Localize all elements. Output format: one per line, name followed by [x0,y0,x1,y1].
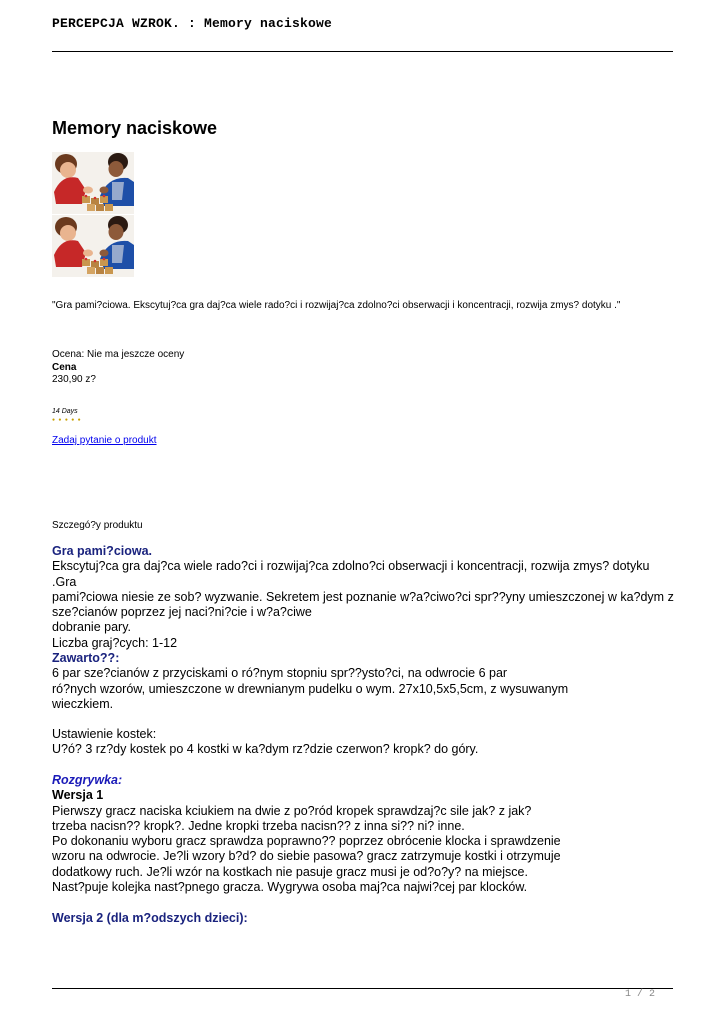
section-heading: Zawarto??: [52,651,120,665]
text-line: trzeba nacisn?? kropk?. Jedne kropki trzeba nacisn?? z inna si?? ni? inne. [52,818,465,833]
text-line: U?ó? 3 rz?dy kostek po 4 kostki w ka?dym rz?dzie czerwon? kropk? do góry. [52,742,479,757]
subsection-heading: Wersja 1 [52,788,104,803]
text-line: Pierwszy gracz naciska kciukiem na dwie z po?ród kropek sprawdzaj?c sile jak? z jak? [52,803,532,818]
text-line: pami?ciowa niesie ze sob? wyzwanie. Sekretem jest poznanie w?a?ciwo?ci spr??yny umieszczonej w ka?dym z [52,589,674,604]
text-line: dodatkowy ruch. Je?li wzór na kostkach nie pasuje gracz musi je od?o?y? na miejsce. [52,864,528,879]
section-gameplay [52,773,677,895]
brand-logo-dots-icon: ● ● ● ● ● [52,417,82,423]
price-value: 230,90 z? [52,374,96,385]
product-short-description: "Gra pami?ciowa. Ekscytuj?ca gra daj?ca wiele rado?ci i rozwijaj?ca zdolno?ci obserwacji i koncentracji, rozwija zmys? dotyku ." [52,300,621,311]
header-divider [52,51,673,52]
text-line: Nast?puje kolejka nast?pnego gracza. Wygrywa osoba maj?ca najwi?cej par klocków. [52,880,528,895]
text-line: Liczba graj?cych: 1-12 [52,635,178,650]
page-title: Memory naciskowe [52,118,218,138]
footer-divider [52,988,673,989]
section-setup [52,727,677,758]
text-line: Ekscytuj?ca gra daj?ca wiele rado?ci i rozwijaj?ca zdolno?ci obserwacji i koncentracji, rozwija zmys? dotyku .Gra [52,559,650,589]
text-line: wieczkiem. [52,696,114,711]
section-contents [52,651,677,712]
text-line: sze?cianów poprzez jej naci?ni?cie i w?a?ciwe [52,605,312,620]
text-line: Ustawienie kostek: [52,727,157,741]
product-photo-1[interactable] [52,152,134,214]
text-line: Po dokonaniu wyboru gracz sprawdza poprawno?? poprzez obrócenie klocka i sprawdzenie [52,834,561,849]
page-header: PERCEPCJA WZROK. : Memory naciskowe [52,16,333,31]
text-line: wzoru na odwrocie. Je?li wzory b?d? do siebie pasowa? gracz zatrzymuje kostki i otrzymuje [52,849,561,864]
rating-text: Ocena: Nie ma jeszcze oceny [52,349,185,360]
section-heading: Gra pami?ciowa. [52,544,153,558]
brand-logo: 14 Days [52,408,78,415]
product-details-label: Szczegó?y produktu [52,520,143,531]
text-line: 6 par sze?cianów z przyciskami o ró?nym stopniu spr??ysto?ci, na odwrocie 6 par [52,666,508,681]
ask-question-link[interactable]: Zadaj pytanie o produkt [52,435,157,446]
price-label: Cena [52,362,77,373]
section-version-2 [52,911,677,926]
text-line: ró?nych wzorów, umieszczone w drewnianym pudelku o wym. 27x10,5x5,5cm, z wysuwanym [52,681,569,696]
product-photo-2[interactable] [52,215,134,277]
text-line: dobranie pary. [52,620,131,635]
section-game-description [52,544,677,651]
section-heading: Wersja 2 (dla m?odszych dzieci): [52,911,248,925]
section-heading: Rozgrywka: [52,773,123,787]
page-number: 1 / 2 [625,989,656,1000]
